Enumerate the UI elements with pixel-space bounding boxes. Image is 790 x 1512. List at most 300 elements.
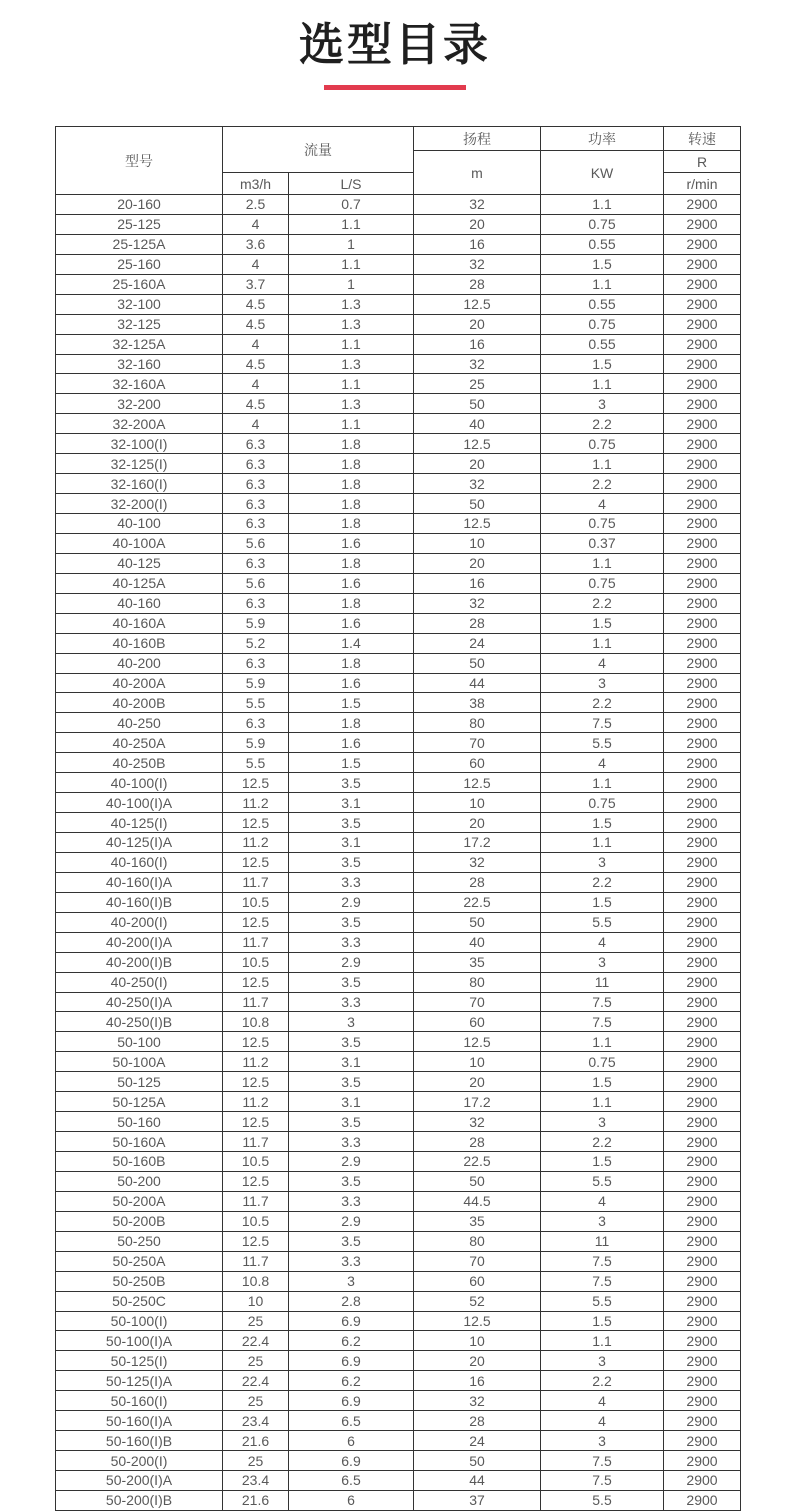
- table-row: [56, 932, 741, 952]
- cell-flow-ls: 3.3: [289, 992, 414, 1012]
- table-row: [56, 653, 741, 673]
- cell-speed-rpm: 2900: [664, 195, 741, 215]
- cell-head-m: 16: [414, 334, 541, 354]
- cell-speed-rpm: 2900: [664, 354, 741, 374]
- col-header-speed-unit-r: R: [664, 151, 741, 173]
- cell-speed-rpm: 2900: [664, 1391, 741, 1411]
- cell-model: 25-160A: [56, 274, 223, 294]
- cell-flow-m3h: 12.5: [223, 813, 289, 833]
- cell-head-m: 22.5: [414, 892, 541, 912]
- cell-flow-ls: 3.5: [289, 813, 414, 833]
- cell-model: 40-100A: [56, 533, 223, 553]
- cell-flow-ls: 1.8: [289, 593, 414, 613]
- cell-power-kw: 4: [541, 494, 664, 514]
- cell-power-kw: 3: [541, 852, 664, 872]
- table-row: [56, 613, 741, 633]
- cell-model: 50-250: [56, 1231, 223, 1251]
- cell-speed-rpm: 2900: [664, 1490, 741, 1510]
- cell-head-m: 28: [414, 613, 541, 633]
- cell-flow-ls: 1.6: [289, 573, 414, 593]
- cell-speed-rpm: 2900: [664, 1012, 741, 1032]
- cell-flow-ls: 1.1: [289, 374, 414, 394]
- cell-power-kw: 1.1: [541, 1331, 664, 1351]
- cell-speed-rpm: 2900: [664, 972, 741, 992]
- cell-flow-ls: 3.5: [289, 1072, 414, 1092]
- cell-head-m: 70: [414, 992, 541, 1012]
- cell-model: 50-100A: [56, 1052, 223, 1072]
- header-row-1: [56, 127, 741, 151]
- cell-model: 40-160B: [56, 633, 223, 653]
- table-row: [56, 1152, 741, 1172]
- cell-model: 50-160B: [56, 1152, 223, 1172]
- cell-model: 32-125(I): [56, 454, 223, 474]
- cell-flow-m3h: 11.2: [223, 1052, 289, 1072]
- cell-power-kw: 2.2: [541, 872, 664, 892]
- cell-power-kw: 0.75: [541, 214, 664, 234]
- cell-power-kw: 2.2: [541, 1371, 664, 1391]
- cell-flow-m3h: 11.2: [223, 1092, 289, 1112]
- cell-flow-ls: 1.3: [289, 354, 414, 374]
- table-row: [56, 773, 741, 793]
- cell-power-kw: 0.75: [541, 314, 664, 334]
- cell-model: 50-160(I)A: [56, 1411, 223, 1431]
- cell-head-m: 38: [414, 693, 541, 713]
- cell-power-kw: 1.1: [541, 454, 664, 474]
- cell-speed-rpm: 2900: [664, 912, 741, 932]
- cell-flow-m3h: 11.2: [223, 833, 289, 853]
- cell-flow-ls: 1.1: [289, 214, 414, 234]
- table-header: [56, 127, 741, 195]
- cell-flow-m3h: 21.6: [223, 1490, 289, 1510]
- cell-head-m: 16: [414, 573, 541, 593]
- cell-speed-rpm: 2900: [664, 833, 741, 853]
- cell-flow-m3h: 4.5: [223, 394, 289, 414]
- cell-speed-rpm: 2900: [664, 1451, 741, 1471]
- table-row: [56, 713, 741, 733]
- cell-head-m: 60: [414, 1012, 541, 1032]
- selection-table: [55, 126, 741, 1511]
- cell-model: 50-125(I)A: [56, 1371, 223, 1391]
- cell-speed-rpm: 2900: [664, 533, 741, 553]
- cell-flow-ls: 1.3: [289, 394, 414, 414]
- cell-model: 50-200(I)A: [56, 1471, 223, 1491]
- cell-flow-ls: 3.5: [289, 1112, 414, 1132]
- cell-model: 40-100(I)A: [56, 793, 223, 813]
- table-row: [56, 952, 741, 972]
- cell-power-kw: 4: [541, 932, 664, 952]
- cell-flow-ls: 3.1: [289, 1052, 414, 1072]
- cell-flow-ls: 3.5: [289, 912, 414, 932]
- cell-flow-ls: 3.5: [289, 1171, 414, 1191]
- cell-flow-ls: 1.6: [289, 673, 414, 693]
- cell-flow-m3h: 5.6: [223, 573, 289, 593]
- cell-flow-ls: 1.1: [289, 334, 414, 354]
- table-row: [56, 374, 741, 394]
- cell-flow-m3h: 12.5: [223, 1231, 289, 1251]
- cell-speed-rpm: 2900: [664, 1371, 741, 1391]
- cell-flow-m3h: 10.5: [223, 1152, 289, 1172]
- cell-speed-rpm: 2900: [664, 773, 741, 793]
- cell-flow-m3h: 5.5: [223, 693, 289, 713]
- cell-speed-rpm: 2900: [664, 693, 741, 713]
- cell-model: 40-125(I): [56, 813, 223, 833]
- cell-flow-m3h: 6.3: [223, 474, 289, 494]
- table-row: [56, 195, 741, 215]
- cell-head-m: 40: [414, 414, 541, 434]
- cell-flow-m3h: 4.5: [223, 354, 289, 374]
- cell-power-kw: 2.2: [541, 593, 664, 613]
- cell-power-kw: 1.1: [541, 833, 664, 853]
- cell-power-kw: 11: [541, 972, 664, 992]
- cell-power-kw: 2.2: [541, 414, 664, 434]
- cell-power-kw: 7.5: [541, 992, 664, 1012]
- cell-flow-m3h: 25: [223, 1311, 289, 1331]
- cell-model: 40-250(I): [56, 972, 223, 992]
- cell-model: 32-100(I): [56, 434, 223, 454]
- cell-head-m: 22.5: [414, 1152, 541, 1172]
- cell-flow-ls: 1.5: [289, 693, 414, 713]
- cell-flow-ls: 6.5: [289, 1411, 414, 1431]
- cell-power-kw: 1.5: [541, 1072, 664, 1092]
- table-row: [56, 1311, 741, 1331]
- cell-flow-ls: 1.3: [289, 294, 414, 314]
- table-row: [56, 1132, 741, 1152]
- cell-head-m: 20: [414, 214, 541, 234]
- cell-power-kw: 7.5: [541, 1451, 664, 1471]
- cell-flow-m3h: 5.5: [223, 753, 289, 773]
- cell-flow-m3h: 12.5: [223, 773, 289, 793]
- cell-speed-rpm: 2900: [664, 813, 741, 833]
- cell-flow-ls: 3: [289, 1271, 414, 1291]
- cell-model: 40-160(I)A: [56, 872, 223, 892]
- cell-power-kw: 4: [541, 1411, 664, 1431]
- cell-flow-ls: 6.9: [289, 1351, 414, 1371]
- cell-head-m: 28: [414, 1132, 541, 1152]
- table-row: [56, 494, 741, 514]
- table-row: [56, 1471, 741, 1491]
- cell-head-m: 40: [414, 932, 541, 952]
- cell-flow-ls: 3.3: [289, 1251, 414, 1271]
- cell-model: 40-200(I): [56, 912, 223, 932]
- cell-power-kw: 0.55: [541, 294, 664, 314]
- cell-flow-m3h: 12.5: [223, 1112, 289, 1132]
- table-row: [56, 394, 741, 414]
- cell-flow-m3h: 10.5: [223, 1211, 289, 1231]
- cell-flow-ls: 3.3: [289, 1132, 414, 1152]
- cell-power-kw: 1.1: [541, 274, 664, 294]
- cell-power-kw: 1.5: [541, 892, 664, 912]
- cell-flow-ls: 6.5: [289, 1471, 414, 1491]
- cell-speed-rpm: 2900: [664, 892, 741, 912]
- cell-model: 32-200: [56, 394, 223, 414]
- cell-flow-ls: 1.8: [289, 434, 414, 454]
- table-row: [56, 274, 741, 294]
- cell-speed-rpm: 2900: [664, 713, 741, 733]
- cell-flow-ls: 3.5: [289, 852, 414, 872]
- table-row: [56, 1072, 741, 1092]
- cell-power-kw: 1.5: [541, 1152, 664, 1172]
- cell-power-kw: 3: [541, 394, 664, 414]
- cell-head-m: 32: [414, 593, 541, 613]
- cell-flow-m3h: 11.2: [223, 793, 289, 813]
- cell-flow-m3h: 25: [223, 1351, 289, 1371]
- cell-power-kw: 3: [541, 673, 664, 693]
- cell-head-m: 32: [414, 195, 541, 215]
- table-row: [56, 1191, 741, 1211]
- cell-flow-ls: 1.8: [289, 653, 414, 673]
- cell-power-kw: 5.5: [541, 1171, 664, 1191]
- cell-head-m: 28: [414, 1411, 541, 1431]
- table-row: [56, 474, 741, 494]
- cell-head-m: 16: [414, 234, 541, 254]
- cell-flow-m3h: 4: [223, 254, 289, 274]
- table-row: [56, 1351, 741, 1371]
- cell-head-m: 37: [414, 1490, 541, 1510]
- cell-speed-rpm: 2900: [664, 234, 741, 254]
- table-row: [56, 1411, 741, 1431]
- cell-model: 50-100(I): [56, 1311, 223, 1331]
- cell-head-m: 32: [414, 852, 541, 872]
- cell-power-kw: 3: [541, 1211, 664, 1231]
- cell-power-kw: 1.5: [541, 613, 664, 633]
- cell-power-kw: 2.2: [541, 693, 664, 713]
- cell-model: 25-125: [56, 214, 223, 234]
- cell-head-m: 70: [414, 733, 541, 753]
- cell-head-m: 12.5: [414, 294, 541, 314]
- cell-flow-m3h: 12.5: [223, 972, 289, 992]
- cell-flow-ls: 6.9: [289, 1311, 414, 1331]
- cell-head-m: 12.5: [414, 514, 541, 534]
- cell-flow-ls: 1.8: [289, 474, 414, 494]
- cell-speed-rpm: 2900: [664, 414, 741, 434]
- table-row: [56, 553, 741, 573]
- cell-model: 40-250: [56, 713, 223, 733]
- cell-head-m: 20: [414, 813, 541, 833]
- cell-flow-m3h: 6.3: [223, 713, 289, 733]
- cell-head-m: 20: [414, 314, 541, 334]
- cell-power-kw: 4: [541, 1191, 664, 1211]
- cell-head-m: 12.5: [414, 1032, 541, 1052]
- cell-model: 50-160A: [56, 1132, 223, 1152]
- cell-speed-rpm: 2900: [664, 1132, 741, 1152]
- cell-speed-rpm: 2900: [664, 1191, 741, 1211]
- table-row: [56, 434, 741, 454]
- cell-model: 50-160(I)B: [56, 1431, 223, 1451]
- cell-speed-rpm: 2900: [664, 653, 741, 673]
- cell-flow-ls: 2.9: [289, 1152, 414, 1172]
- cell-speed-rpm: 2900: [664, 274, 741, 294]
- cell-flow-m3h: 11.7: [223, 1132, 289, 1152]
- cell-head-m: 52: [414, 1291, 541, 1311]
- cell-flow-m3h: 6.3: [223, 553, 289, 573]
- cell-flow-m3h: 12.5: [223, 1032, 289, 1052]
- cell-speed-rpm: 2900: [664, 633, 741, 653]
- cell-head-m: 16: [414, 1371, 541, 1391]
- cell-model: 40-250(I)B: [56, 1012, 223, 1032]
- cell-head-m: 17.2: [414, 1092, 541, 1112]
- cell-power-kw: 4: [541, 1391, 664, 1411]
- cell-model: 32-160A: [56, 374, 223, 394]
- cell-head-m: 50: [414, 912, 541, 932]
- cell-head-m: 44.5: [414, 1191, 541, 1211]
- cell-head-m: 20: [414, 1351, 541, 1371]
- cell-flow-m3h: 25: [223, 1391, 289, 1411]
- cell-head-m: 24: [414, 633, 541, 653]
- cell-flow-m3h: 6.3: [223, 514, 289, 534]
- table-row: [56, 294, 741, 314]
- cell-model: 50-250A: [56, 1251, 223, 1271]
- cell-flow-m3h: 4: [223, 214, 289, 234]
- cell-flow-m3h: 11.7: [223, 992, 289, 1012]
- table-row: [56, 813, 741, 833]
- table-row: [56, 1171, 741, 1191]
- table-row: [56, 234, 741, 254]
- cell-head-m: 35: [414, 1211, 541, 1231]
- cell-flow-m3h: 6.3: [223, 593, 289, 613]
- cell-flow-m3h: 21.6: [223, 1431, 289, 1451]
- cell-flow-ls: 3.5: [289, 773, 414, 793]
- cell-power-kw: 0.55: [541, 234, 664, 254]
- cell-flow-ls: 3.3: [289, 1191, 414, 1211]
- cell-model: 50-125: [56, 1072, 223, 1092]
- cell-flow-ls: 1: [289, 234, 414, 254]
- cell-model: 50-200: [56, 1171, 223, 1191]
- cell-power-kw: 7.5: [541, 1012, 664, 1032]
- cell-speed-rpm: 2900: [664, 932, 741, 952]
- table-row: [56, 593, 741, 613]
- cell-speed-rpm: 2900: [664, 952, 741, 972]
- cell-model: 50-200(I): [56, 1451, 223, 1471]
- cell-flow-m3h: 6.3: [223, 454, 289, 474]
- cell-flow-m3h: 4: [223, 414, 289, 434]
- cell-flow-ls: 1.6: [289, 613, 414, 633]
- cell-head-m: 28: [414, 274, 541, 294]
- table-row: [56, 414, 741, 434]
- cell-model: 40-125A: [56, 573, 223, 593]
- cell-speed-rpm: 2900: [664, 1211, 741, 1231]
- cell-power-kw: 0.75: [541, 1052, 664, 1072]
- cell-flow-m3h: 4: [223, 374, 289, 394]
- cell-flow-m3h: 4.5: [223, 314, 289, 334]
- cell-power-kw: 0.55: [541, 334, 664, 354]
- table-row: [56, 354, 741, 374]
- cell-head-m: 44: [414, 1471, 541, 1491]
- table-row: [56, 214, 741, 234]
- title-underline: [324, 85, 466, 90]
- cell-model: 50-125A: [56, 1092, 223, 1112]
- table-row: [56, 912, 741, 932]
- cell-power-kw: 1.5: [541, 1311, 664, 1331]
- cell-flow-m3h: 5.6: [223, 533, 289, 553]
- cell-power-kw: 5.5: [541, 912, 664, 932]
- table-row: [56, 892, 741, 912]
- cell-flow-ls: 1.5: [289, 753, 414, 773]
- cell-flow-ls: 3.5: [289, 1231, 414, 1251]
- cell-model: 40-125(I)A: [56, 833, 223, 853]
- cell-head-m: 20: [414, 454, 541, 474]
- cell-power-kw: 5.5: [541, 1291, 664, 1311]
- cell-flow-ls: 1.4: [289, 633, 414, 653]
- table-row: [56, 753, 741, 773]
- cell-model: 50-100(I)A: [56, 1331, 223, 1351]
- cell-power-kw: 1.1: [541, 773, 664, 793]
- table-row: [56, 454, 741, 474]
- cell-model: 32-200(I): [56, 494, 223, 514]
- cell-flow-m3h: 4: [223, 334, 289, 354]
- col-header-head-unit: m: [414, 151, 541, 195]
- cell-power-kw: 7.5: [541, 713, 664, 733]
- table-row: [56, 573, 741, 593]
- cell-head-m: 20: [414, 553, 541, 573]
- cell-head-m: 10: [414, 1052, 541, 1072]
- cell-speed-rpm: 2900: [664, 1351, 741, 1371]
- cell-flow-ls: 6.9: [289, 1391, 414, 1411]
- cell-model: 50-160: [56, 1112, 223, 1132]
- cell-flow-ls: 1.8: [289, 713, 414, 733]
- col-header-flow-unit-m3h: m3/h: [223, 173, 289, 195]
- cell-model: 40-160: [56, 593, 223, 613]
- cell-speed-rpm: 2900: [664, 214, 741, 234]
- cell-speed-rpm: 2900: [664, 733, 741, 753]
- cell-flow-m3h: 10.5: [223, 892, 289, 912]
- cell-head-m: 10: [414, 533, 541, 553]
- cell-speed-rpm: 2900: [664, 1251, 741, 1271]
- cell-head-m: 10: [414, 793, 541, 813]
- cell-flow-ls: 6: [289, 1490, 414, 1510]
- cell-power-kw: 5.5: [541, 733, 664, 753]
- table-row: [56, 992, 741, 1012]
- cell-model: 25-125A: [56, 234, 223, 254]
- cell-flow-ls: 3: [289, 1012, 414, 1032]
- cell-power-kw: 1.1: [541, 553, 664, 573]
- cell-head-m: 25: [414, 374, 541, 394]
- cell-model: 32-160: [56, 354, 223, 374]
- cell-flow-m3h: 11.7: [223, 1191, 289, 1211]
- table-row: [56, 693, 741, 713]
- cell-speed-rpm: 2900: [664, 1231, 741, 1251]
- cell-power-kw: 1.1: [541, 1032, 664, 1052]
- cell-head-m: 80: [414, 1231, 541, 1251]
- cell-flow-m3h: 11.7: [223, 1251, 289, 1271]
- table-row: [56, 1331, 741, 1351]
- cell-model: 32-125: [56, 314, 223, 334]
- cell-flow-ls: 3.3: [289, 932, 414, 952]
- table-row: [56, 1092, 741, 1112]
- cell-speed-rpm: 2900: [664, 1271, 741, 1291]
- cell-power-kw: 0.75: [541, 573, 664, 593]
- cell-speed-rpm: 2900: [664, 1152, 741, 1172]
- table-row: [56, 972, 741, 992]
- cell-speed-rpm: 2900: [664, 1291, 741, 1311]
- cell-power-kw: 1.1: [541, 374, 664, 394]
- cell-speed-rpm: 2900: [664, 1112, 741, 1132]
- table-row: [56, 1052, 741, 1072]
- cell-model: 50-250B: [56, 1271, 223, 1291]
- cell-flow-m3h: 10.5: [223, 952, 289, 972]
- cell-power-kw: 1.5: [541, 813, 664, 833]
- col-header-power-unit: KW: [541, 151, 664, 195]
- cell-flow-m3h: 11.7: [223, 932, 289, 952]
- cell-head-m: 12.5: [414, 1311, 541, 1331]
- cell-model: 40-160(I): [56, 852, 223, 872]
- cell-speed-rpm: 2900: [664, 374, 741, 394]
- cell-speed-rpm: 2900: [664, 314, 741, 334]
- cell-speed-rpm: 2900: [664, 852, 741, 872]
- cell-flow-m3h: 25: [223, 1451, 289, 1471]
- table-row: [56, 1112, 741, 1132]
- cell-power-kw: 0.75: [541, 793, 664, 813]
- cell-model: 40-250(I)A: [56, 992, 223, 1012]
